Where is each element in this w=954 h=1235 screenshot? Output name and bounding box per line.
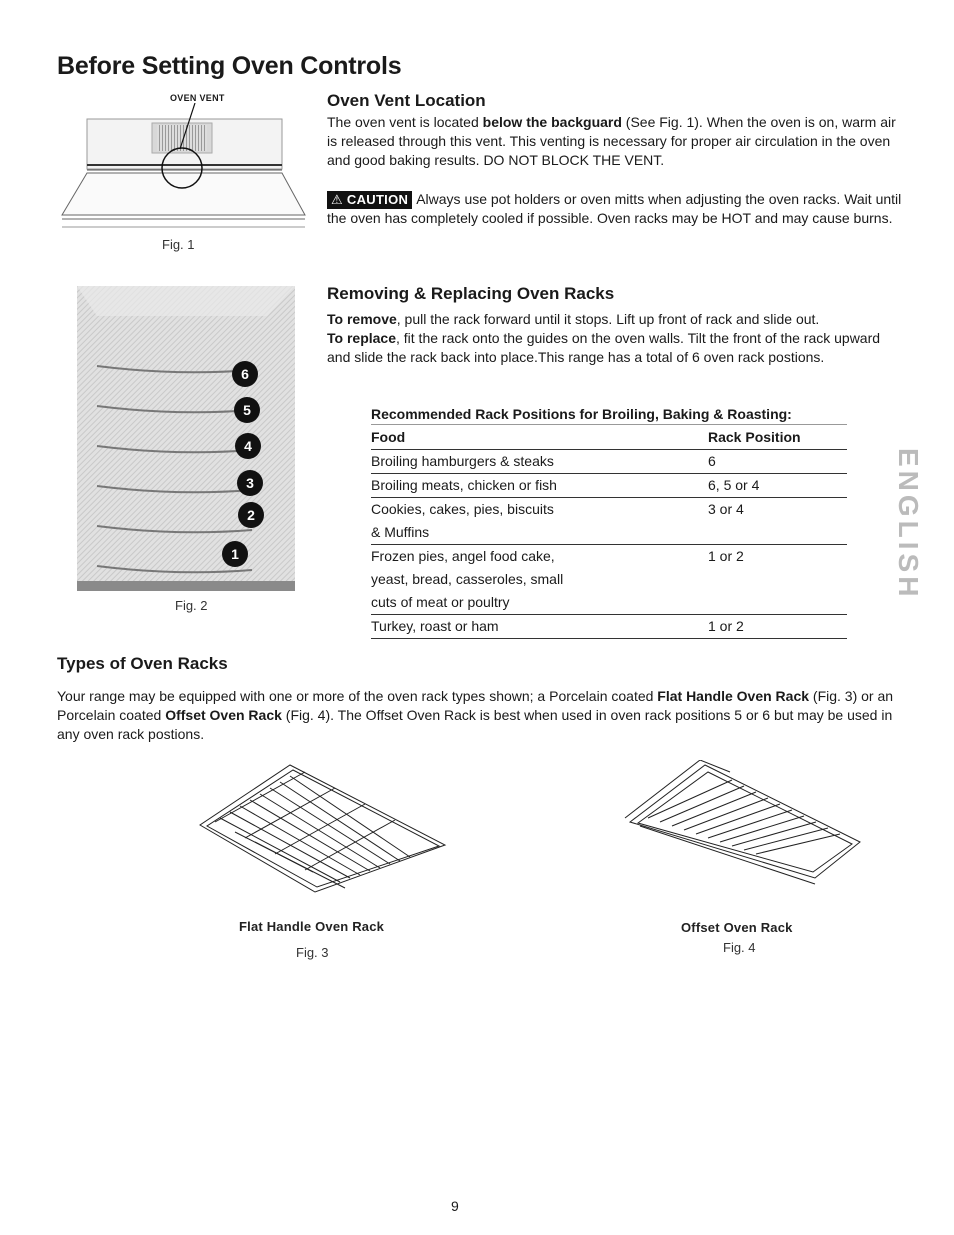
food-cell: Broiling meats, chicken or fish bbox=[371, 474, 708, 498]
racks-heading: Removing & Replacing Oven Racks bbox=[327, 284, 615, 303]
position-cell: 6, 5 or 4 bbox=[708, 474, 847, 498]
flat-handle-rack-illustration bbox=[195, 760, 455, 900]
rack-position-table bbox=[371, 406, 847, 639]
vent-paragraph: The oven vent is located below the backguard (See Fig. 1). When the oven is on, warm air is released through this vent. This venting is necessary for proper air circulation in the oven and good baking results. DO NOT BLOCK THE VENT. bbox=[327, 114, 896, 168]
rack-number-6: 6 bbox=[241, 366, 249, 382]
food-cell: Turkey, roast or ham bbox=[371, 615, 708, 639]
caution-badge: ⚠ CAUTION bbox=[327, 191, 412, 209]
rack-number-3: 3 bbox=[246, 475, 254, 491]
table-row bbox=[371, 545, 847, 615]
table-row bbox=[371, 450, 847, 474]
fig3-title: Flat Handle Oven Rack bbox=[239, 919, 385, 934]
food-cell: Broiling hamburgers & steaks bbox=[371, 450, 708, 474]
oven-vent-label: OVEN VENT bbox=[170, 93, 225, 103]
position-cell: 3 or 4 bbox=[708, 498, 847, 545]
fig2-caption: Fig. 2 bbox=[175, 598, 208, 613]
table-row bbox=[371, 474, 847, 498]
rack-number-4: 4 bbox=[244, 438, 252, 454]
column-header-food: Food bbox=[371, 426, 708, 450]
fig4-caption: Fig. 4 bbox=[723, 940, 756, 955]
fig4-title: Offset Oven Rack bbox=[681, 920, 793, 935]
food-cell: Cookies, cakes, pies, biscuits & Muffins bbox=[371, 498, 708, 545]
column-header-rack-position: Rack Position bbox=[708, 426, 847, 450]
position-cell: 6 bbox=[708, 450, 847, 474]
rack-number-1: 1 bbox=[231, 546, 239, 562]
fig3-caption: Fig. 3 bbox=[296, 945, 329, 960]
oven-interior-photo bbox=[77, 286, 295, 591]
caution-paragraph: ⚠ CAUTION Always use pot holders or oven mitts when adjusting the oven racks. Wait until the oven has completely cooled if possible. Oven racks may be HOT and may cause burns. bbox=[327, 191, 902, 226]
types-heading: Types of Oven Racks bbox=[57, 654, 228, 673]
position-cell: 1 or 2 bbox=[708, 615, 847, 639]
vent-heading: Oven Vent Location bbox=[327, 91, 486, 110]
oven-vent-illustration bbox=[57, 103, 312, 233]
food-cell: Frozen pies, angel food cake, yeast, bread, casseroles, small cuts of meat or poultry bbox=[371, 545, 708, 615]
table-title: Recommended Rack Positions for Broiling, Baking & Roasting: bbox=[371, 406, 847, 425]
types-paragraph: Your range may be equipped with one or more of the oven rack types shown; a Porcelain coated Flat Handle Oven Rack (Fig. 3) or an Porcelain coated Offset Oven Rack (Fig. 4). The Offset Oven Rack is best when used in oven rack positions 5 or 6 but may be used in any oven rack postions. bbox=[57, 688, 894, 742]
page-title: Before Setting Oven Controls bbox=[57, 52, 402, 80]
fig1-caption: Fig. 1 bbox=[162, 237, 195, 252]
rack-number-5: 5 bbox=[243, 402, 251, 418]
rack-number-2: 2 bbox=[247, 507, 255, 523]
page-number: 9 bbox=[451, 1198, 459, 1214]
position-cell: 1 or 2 bbox=[708, 545, 847, 615]
table-row bbox=[371, 615, 847, 639]
language-side-tab: ENGLISH bbox=[893, 448, 924, 601]
racks-paragraph: To remove, pull the rack forward until it stops. Lift up front of rack and slide out. To replace, fit the rack onto the guides on the oven walls. Tilt the front of the rack upward and slide the rack back into place.This range has a total of 6 oven rack postions. bbox=[327, 311, 881, 365]
table-row bbox=[371, 498, 847, 545]
offset-rack-illustration bbox=[620, 760, 870, 890]
